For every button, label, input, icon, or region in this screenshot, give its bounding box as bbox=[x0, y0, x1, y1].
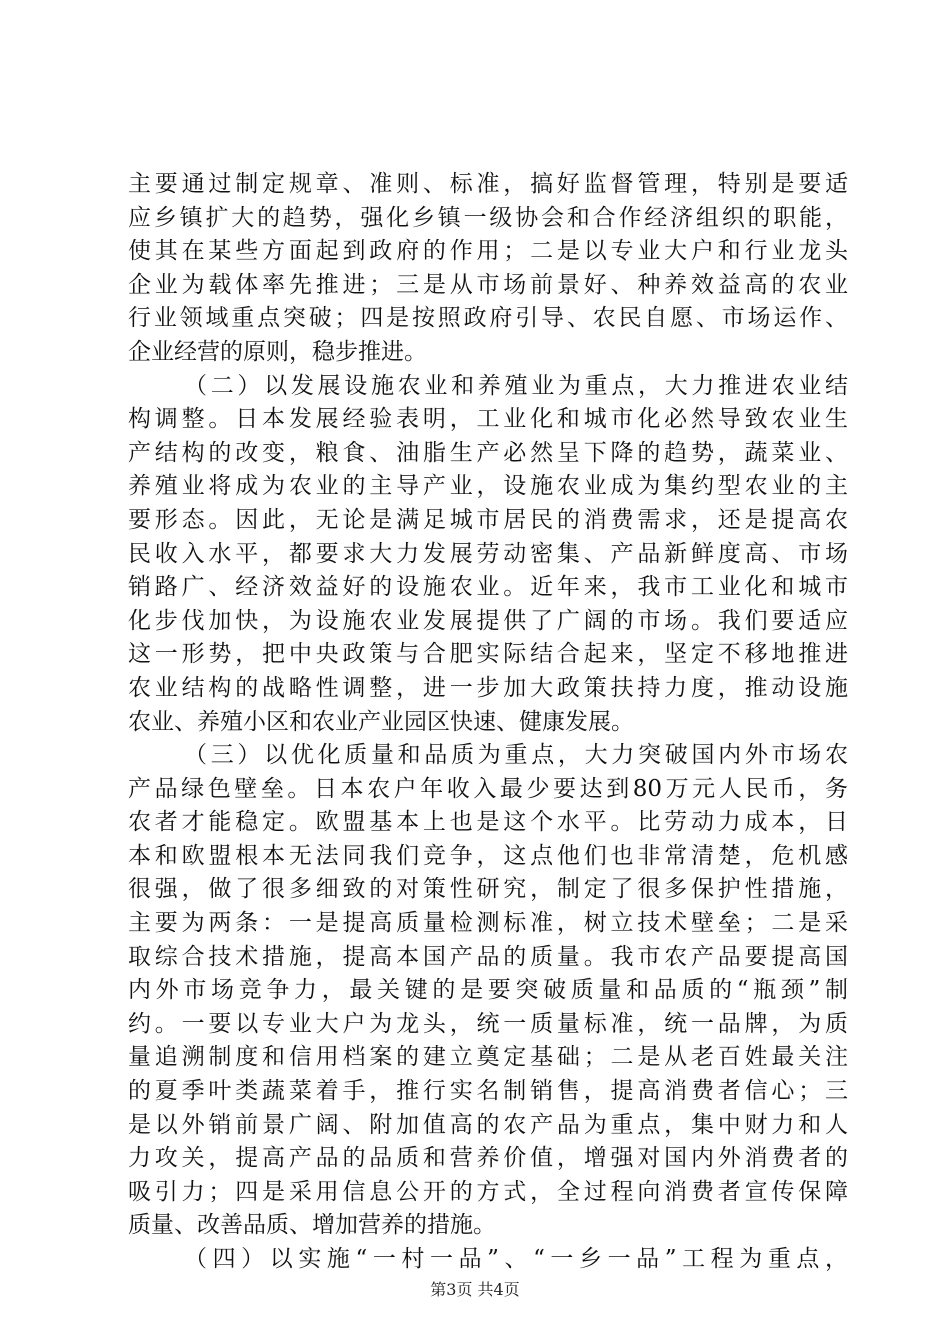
text-line: 产品绿色壁垒。日本农户年收入最少要达到80万元人民币，务 bbox=[128, 775, 848, 802]
text-line: 很强，做了很多细致的对策性研究，制定了很多保护性措施， bbox=[128, 876, 848, 903]
text-line: 民收入水平，都要求大力发展劳动密集、产品新鲜度高、市场 bbox=[128, 540, 848, 567]
text-line: 应乡镇扩大的趋势，强化乡镇一级协会和合作经济组织的职能， bbox=[128, 204, 848, 231]
text-line: 主要为两条：一是提高质量检测标准，树立技术壁垒；二是采 bbox=[128, 910, 848, 937]
text-line: 企业为载体率先推进；三是从市场前景好、种养效益高的农业 bbox=[128, 271, 848, 298]
text-line: 取综合技术措施，提高本国产品的质量。我市农产品要提高国 bbox=[128, 943, 848, 970]
text-line: 吸引力；四是采用信息公开的方式，全过程向消费者宣传保障 bbox=[128, 1178, 848, 1205]
text-line: 的夏季叶类蔬菜着手，推行实名制销售，提高消费者信心；三 bbox=[128, 1078, 848, 1105]
paragraph-start-line: （四）以实施“一村一品”、“一乡一品”工程为重点， bbox=[184, 1246, 848, 1272]
text-line: 是以外销前景广阔、附加值高的农产品为重点，集中财力和人 bbox=[128, 1111, 848, 1138]
paragraph-start-line: （三）以优化质量和品质为重点，大力突破国内外市场农 bbox=[184, 742, 848, 769]
document-body bbox=[128, 168, 848, 1277]
page-number-footer: 第3页 共4页 bbox=[430, 1280, 520, 1299]
text-line: 养殖业将成为农业的主导产业，设施农业成为集约型农业的主 bbox=[128, 473, 848, 500]
text-line: 产结构的改变，粮食、油脂生产必然呈下降的趋势，蔬菜业、 bbox=[128, 439, 848, 466]
text-line: 这一形势，把中央政策与合肥实际结合起来，坚定不移地推进 bbox=[128, 641, 848, 668]
text-line: 主要通过制定规章、准则、标准，搞好监督管理，特别是要适 bbox=[128, 171, 848, 197]
text-line: 力攻关，提高产品的品质和营养价值，增强对国内外消费者的 bbox=[128, 1145, 848, 1172]
text-line: 量追溯制度和信用档案的建立奠定基础；二是从老百姓最关注 bbox=[128, 1044, 848, 1071]
text-line: 约。一要以专业大户为龙头，统一质量标准，统一品牌，为质 bbox=[128, 1010, 848, 1037]
text-line: 内外市场竞争力，最关键的是要突破质量和品质的“瓶颈”制 bbox=[128, 977, 848, 1004]
text-line: 本和欧盟根本无法同我们竞争，这点他们也非常清楚，危机感 bbox=[128, 842, 848, 869]
text-line: 企业经营的原则，稳步推进。 bbox=[128, 338, 427, 365]
text-line: 销路广、经济效益好的设施农业。近年来，我市工业化和城市 bbox=[128, 574, 848, 601]
text-line: 农业、养殖小区和农业产业园区快速、健康发展。 bbox=[128, 708, 634, 735]
text-line: 质量、改善品质、增加营养的措施。 bbox=[128, 1212, 496, 1239]
text-line: 化步伐加快，为设施农业发展提供了广阔的市场。我们要适应 bbox=[128, 607, 848, 634]
text-line: 农业结构的战略性调整，进一步加大政策扶持力度，推动设施 bbox=[128, 674, 848, 701]
text-line: 农者才能稳定。欧盟基本上也是这个水平。比劳动力成本，日 bbox=[128, 809, 848, 836]
text-line: 构调整。日本发展经验表明，工业化和城市化必然导致农业生 bbox=[128, 406, 848, 433]
text-line: 要形态。因此，无论是满足城市居民的消费需求，还是提高农 bbox=[128, 506, 848, 533]
text-line: 使其在某些方面起到政府的作用；二是以专业大户和行业龙头 bbox=[128, 238, 848, 265]
paragraph-start-line: （二）以发展设施农业和养殖业为重点，大力推进农业结 bbox=[184, 372, 848, 399]
text-line: 行业领域重点突破；四是按照政府引导、农民自愿、市场运作、 bbox=[128, 305, 848, 332]
